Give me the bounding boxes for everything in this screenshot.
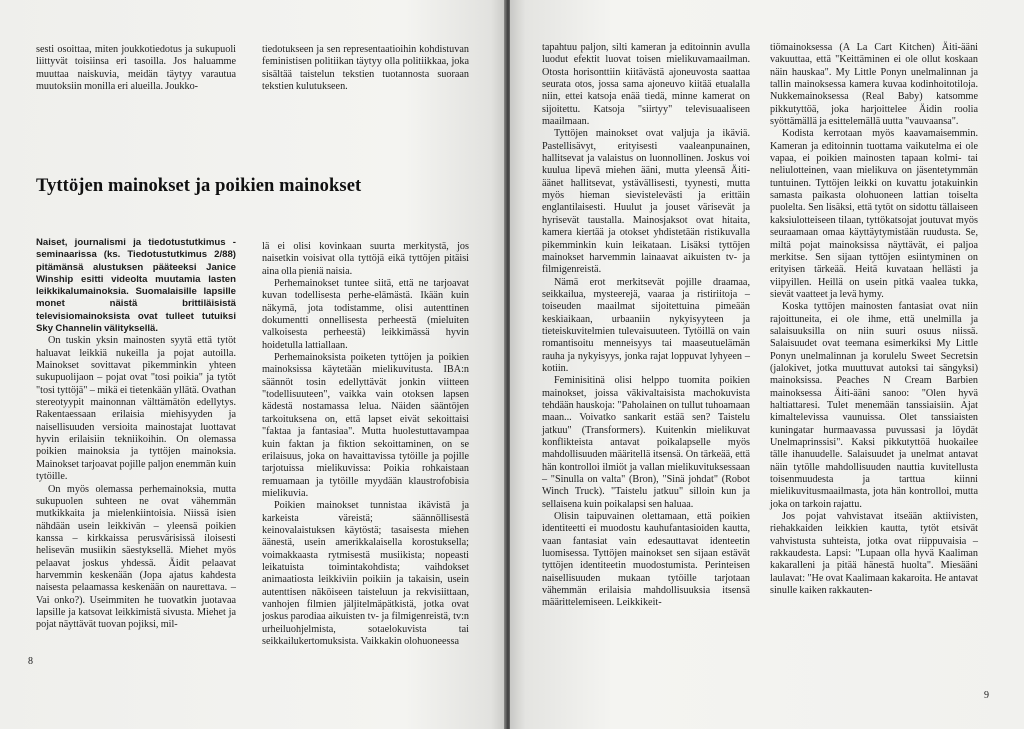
left-page [0, 0, 506, 729]
paragraph: Poikien mainokset tunnistaa ikävistä ja karkeista väreistä; säännöllisestä keinovalaistuksen käytöstä; tasaisesta miehen äänestä, usein amerikkalaisella korostuksella; voimakkaasta rytmisestä musiikista; nopeasti leikatuista toimintakohdista; vaihdokset animaatiosta leikkiviin poikiin ja takaisin, usein autenttisen näköiseen taisteluun ja rekvisiittaan, vanhojen filmien jäljitelmäpätkistä, jotka ovat joskus parodiaa aikuisten tv- ja filmigenreistä, tv:n urheiluohjelmista, sotaelokuvista tai seikkailukertomuksista. Vaikkakin olohuoneessa [262, 500, 469, 647]
right-col1 [542, 42, 750, 610]
paragraph: Tyttöjen mainokset ovat valjuja ja ikäviä. Pastellisävyt, erityisesti vaaleanpunainen, hallitsevat ja valaistus on luonnollinen. Joskus voi kuulua lipevä miehen ääni, mutta yleensä Äiti-äänet hallitsevat, ystävällisesti, tyynesti, mutta myös hieman sievistelevästi ja erittäin englantilaisesti. Huulut ja jouset värisevät ja hyrisevät taustalla. Mainosjaksot ovat hitaita, kamera kiertää ja otokset yhdistetään ristikuvalla pikemminkin kuin leikataan. Lisäksi tyttöjen mainokset harvemmin lainaavat aikuisten tv- ja filmigenreistä. [542, 128, 750, 276]
paragraph: lä ei olisi kovinkaan suurta merkitystä, jos naisetkin voisivat olla tyttöjä eikä tyttöjen pitäisi aina olla pieniä naisia. [262, 241, 469, 277]
paragraph: On tuskin yksin mainosten syytä että tytöt haluavat leikkiä nukeilla ja pojat autoilla. Mainokset sovittavat pikemminkin yhteen sukupuolijaon – pojat ovat "tosi poikia" ja tytöt "tosi tyttöjä" – mikä ei tietenkään yllätä. Ovathan stereotyypit mainonnan välttämätön edellytys. Rakentaessaan erilaisia miehisyyden ja naisellisuuden versioita mainostajat luottavat hyvin erilaisiin tekniikoihin. On olemassa poikien mainoksia ja tyttöjen mainoksia. Mainokset tarjoavat pojille paljon enemmän kuin tytöille. [36, 335, 236, 483]
left-col2-body [262, 241, 469, 648]
left-col2-top-text: tiedotukseen ja sen representaatioihin kohdistuvan feministisen politiikan täytyy olla politiikkaa, joka sisältää taistelun tekstien tuotannosta suoraan tekstien kulutukseen. [262, 44, 469, 93]
left-col2-top [262, 44, 469, 93]
paragraph: Olisin taipuvainen olettamaan, että poikien identiteetti ei muodostu kauhufantasioiden kautta, vaan fantasiat vain edesauttavat identeetin luomisessa. Tyttöjen mainokset sen sijaan estävät tyttöjen identiteetin muodostumista. Perinteisen naisellisuuden mukaan tytöille tarjotaan vähemmän erilaisia mahdollisuuksia itsensä määrittelemiseen. Leikkikeit- [542, 511, 750, 609]
paragraph: Perhemainoksista poiketen tyttöjen ja poikien mainoksissa käytetään mielikuvitusta. IBA:n säännöt tosin edellyttävät jonkin viitteen "todellisuuteen", vaikka vain otoksen lapsen kädestä nostamassa lelua. Näiden sääntöjen tarkoituksena on, että lapset eivät sekoittaisi "faktaa ja fantasiaa". Mutta huolestuttavampaa kuin faktan ja fiktion sekoittaminen, on se erilaisuus, joka on havaittavissa tytöille ja pojille tarjotuissa mielikuvissa: Poikia rohkaistaan remuamaan ja tytöille myydään klaustrofobisia mielikuvia. [262, 352, 469, 499]
article-heading: Tyttöjen mainokset ja poikien mainokset [36, 176, 362, 196]
page-number-left: 8 [28, 656, 33, 667]
left-col1-body [36, 237, 236, 632]
page-number-right: 9 [984, 690, 989, 701]
paragraph: On myös olemassa perhemainoksia, mutta sukupuolen suhteen ne ovat vähemmän mutkikkaita ja mielenkiintoisia. Niissä isien nähdään usein leikkivän – yleensä poikien kanssa – kirkkaissa perusvärisissä iloisesti helisevän musiikin säestyksellä. Miehet myös pelaavat joskus yhdessä. Äidit pelaavat harvemmin keskenään (Jopa ajatus kahdesta naisesta pelaamassa keskenään on naurettava. – Vai onko?). Useimmiten he tuovatkin juotavaa lapsille ja katsovat leikkimistä sivusta. Miehet ja pojat näyttävät tuovan pojiksi, mil- [36, 483, 236, 631]
paragraph: Jos pojat vahvistavat itseään aktiivisten, riehakkaiden leikkien kautta, tytöt etsivät vahvistusta suhteista, jotka ovat riippuvaisia – rakkaudesta. Lapsi: "Lupaan olla hyvä Kaaliman kakaralleni ja pitää hänestä huolta". Miesääni laulavat: "He ovat Kaalimaan kakaroita. He antavat sinulle kaiken rakkauten- [770, 511, 978, 597]
paragraph: Nämä erot merkitsevät pojille draamaa, seikkailua, mysteerejä, vaaraa ja ristiriitoja – toiseuden maailmat sijoitettuina pimeään keskiaikaan, urbaaniin nykyisyyteen ja tieteiskuvitelmien tulevaisuuteen. Tytöillä on vain romantisoitu menneisyys tai maaseutuelämän rauha ja nykyisyys, jonka rajat loppuvat lyhyeen – kotiin. [542, 276, 750, 374]
paragraph: Koska tyttöjen mainosten fantasiat ovat niin rajoittuneita, ei ole ihme, että unelmilla ja salaisuuksilla on niin suuri osuus niissä. Salaisuudet ovat teemana esimerkiksi My Little Ponyn unelmalinnan ja korulelu Sweet Secretsin (jalokivet, jotka muuttuvat autoksi tai sängyksi) mainoksissa. Peaches N Cream Barbien mainoksessa Äiti-ääni sanoo: "Olen hyvä haltiattaresi. Tulet menemään tanssiaisiin. Ajat kimaltelevissa vaunuissa. Olet tanssiaisten kuningatar hurmaavassa puvussasi ja löydät Unelmaprinssisi". Kaksi pikkutyttöä huokailee tälle ihanuudelle. Salaisuudet ja unelmat antavat näin tytölle mahdollisuuden nauttia kuvitellusta toisenmuudesta ja tarttua kiinni mielikuvitusmaailmasta, jota hän kontrolloi, mutta joka on tarkoin rajattu. [770, 301, 978, 510]
paragraph: tapahtuu paljon, silti kameran ja editoinnin avulla luodut efektit luovat toisen mielikuvamaailman. Otosta horisonttiin kiitävästä ajoneuvosta saattaa seurata otos, jossa sama ajoneuvo kiitää etualalla niin, ettei katsoja enää tiedä, minne kamerat on sijoitettu. Katsoja "siirtyy" televisuaaliseen maailmaan. [542, 42, 750, 128]
paragraph: tiömainoksessa (A La Cart Kitchen) Äiti-ääni vakuuttaa, että "Keittäminen ei ole ollut koskaan näin hauskaa". My Little Ponyn unelmalinnan ja tallin mainoksessa kamera kuvaa kodinhoitotiloja. Nukkemainoksessa (Real Baby) katsomme pikkutyttöä, joka harjoittelee Äidin roolia syöttämällä ja esittelemällä uutta "vauvaansa". [770, 42, 978, 128]
paragraph: Feminisitinä olisi helppo tuomita poikien mainokset, joissa väkivaltaisista machokuvista tehdään hauskoja: "Paholainen on tullut tuhoamaan maan... Voivatko sankarit estää sen? Taistelu jatkuu" (Transformers). Kuitenkin mielikuvat konflikteista antavat poikalapselle myös mahdollisuuden määritellä itsensä. On tärkeää, että hän kontrolloi ilmiöt ja vallan mielikuvituksessaan – "Sinulla on valta" (Bron), "Sinä johdat" (Robot Winch Truck). "Taistelu jatkuu" silloin kun ja sellaisena kuin poikalapsi sen haluaa. [542, 375, 750, 510]
paragraph: Perhemainokset tuntee siitä, että ne tarjoavat kuvan todellisesta perhe-elämästä. Ikään kuin näkymä, jota todistamme, olisi autenttinen dokumentti onnellisesta perheestä (mieluiten valkoisesta perheestä) leikkimässä hyvin hoidetulla lattiallaan. [262, 278, 469, 351]
left-col1-top-text: sesti osoittaa, miten joukkotiedotus ja sukupuoli liittyvät toisiinsa eri tasoilla. Jos haluamme muuttaa naiskuvia, meidän täytyy varautua muutoksiin monilla eri alueilla. Joukko- [36, 44, 236, 93]
lead-paragraph: Naiset, journalismi ja tiedotustutkimus -seminaarissa (ks. Tiedotustutkimus 2/88) pitämänsä alustuksen pääteeksi Janice Winship esitti videolta muutamia lasten leikkikalumainoksia. Suomalaisille lapsille monet näistä brittiläisistä televisiomainoksista ovat tulleet tutuiksi Sky Channelin välityksellä. [36, 237, 236, 335]
right-col2 [770, 42, 978, 597]
right-page [510, 0, 1024, 729]
paragraph: Kodista kerrotaan myös kaavamaisemmin. Kameran ja editoinnin tuottama vaikutelma ei ole vapaa, ei poikien mainosten tapaan kolmi- tai neliulotteinen, vaan mielikuva on jäsentetymmän tuntuinen. Tyttöjen leikki on kuvattu jotakuinkin samasta paikasta olohuoneen lattian toiselta puolelta. Sen lisäksi, että tytöt on sidottu tällaiseen kaksiulotteiseen tilaan, tyttökatsojat joutuvat myös seuraamaan omaa käyttäytymistään ruudusta. Se, miltä pojat mainoksissa näyttävät, ei paljoa merkitse. Sen sijaan tyttöjen esiintyminen on erityisen tärkeää. Heitä kuvataan hellästi ja viipyillen. Heillä on usein pitkä vaalea tukka, sievät vaatteet ja levä hymy. [770, 128, 978, 300]
left-col1-top [36, 44, 236, 93]
